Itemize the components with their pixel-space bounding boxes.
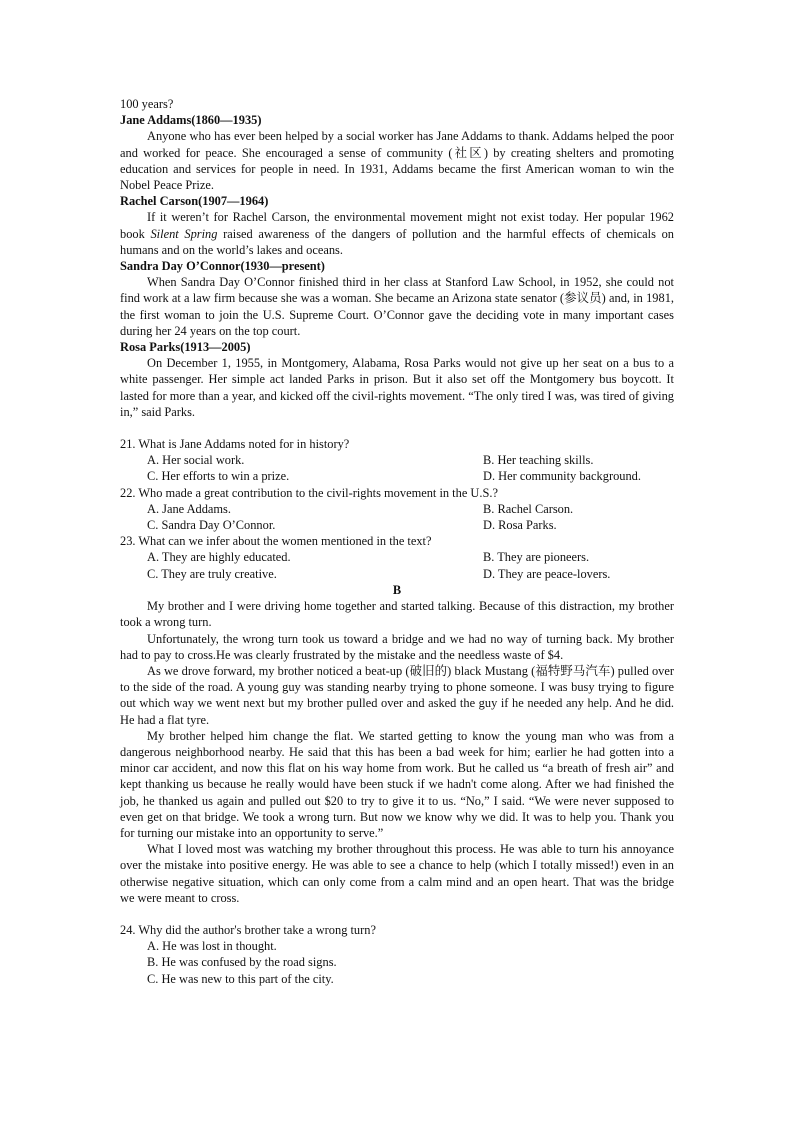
question-stem: 21. What is Jane Addams noted for in history? xyxy=(120,437,350,452)
profile-heading: Rachel Carson(1907—1964) xyxy=(120,194,269,209)
passage-b xyxy=(120,598,674,906)
profile-paragraph: On December 1, 1955, in Montgomery, Alabama, Rosa Parks would not give up her seat on a bus to a white passenger. Her simple act landed Parks in prison. But it also set off the Montgomery bus boycott. It lasted for more than a year, and kicked off the civil-rights movement. “The only tired I was, was tired of giving in,” said Parks. xyxy=(120,356,674,419)
profile-heading: Sandra Day O’Connor(1930—present) xyxy=(120,259,325,274)
question-stem: 23. What can we infer about the women mentioned in the text? xyxy=(120,534,432,549)
option-b: B. They are pioneers. xyxy=(483,550,590,565)
option-a: A. He was lost in thought. xyxy=(147,939,277,954)
question-stem: 24. Why did the author's brother take a wrong turn? xyxy=(120,922,376,937)
profile-sandra-day-oconnor xyxy=(120,258,674,339)
option-a: A. Her social work. xyxy=(147,453,245,468)
profile-heading: Rosa Parks(1913—2005) xyxy=(120,340,251,355)
option-b: B. He was confused by the road signs. xyxy=(147,955,337,970)
option-d: D. Her community background. xyxy=(483,469,641,484)
passage-paragraph: My brother helped him change the flat. We started getting to know the young man who was from a dangerous neighborhood nearby. He said that this has been a bad week for him; earlier he had gotten into a minor car accident, and now this flat on his way home from work. But he called us “a breath of fresh air” and kept thanking us because he really would have been stuck if we hadn't come along. After we had finished the job, he thanked us again and pulled out $20 to try to give it to us. “No,” I said. “We were never supposed to even get on that bridge. We took a wrong turn. But now we know why we did. It was to help you. Thank you for turning our mistake into an opportunity to serve.” xyxy=(120,728,674,840)
option-b: B. Rachel Carson. xyxy=(483,501,574,516)
spacer xyxy=(120,906,674,922)
options xyxy=(120,452,674,484)
option-c: C. Sandra Day O’Connor. xyxy=(147,518,276,533)
option-a: A. They are highly educated. xyxy=(147,550,291,565)
option-b: B. Her teaching skills. xyxy=(483,453,594,468)
exam-page xyxy=(120,96,674,987)
profile-heading: Jane Addams(1860—1935) xyxy=(120,113,262,128)
paragraph-text: If it weren’t for Rachel Carson, the environmental movement might not exist today. Her popular 1962 book xyxy=(120,210,674,241)
question-stem: 22. Who made a great contribution to the civil-rights movement in the U.S.? xyxy=(120,485,498,500)
intro-tail: 100 years? xyxy=(120,97,174,111)
paragraph-text: raised awareness of the dangers of pollution and the harmful effects of chemicals on humans and on the world’s lakes and oceans. xyxy=(120,226,674,257)
option-d: D. Rosa Parks. xyxy=(483,518,557,533)
passage-paragraph: Unfortunately, the wrong turn took us toward a bridge and we had no way of turning back. My brother had to pay to cross.He was clearly frustrated by the mistake and the needless waste of $4. xyxy=(120,631,674,662)
option-a: A. Jane Addams. xyxy=(147,501,231,516)
options xyxy=(120,938,674,987)
profile-rosa-parks xyxy=(120,339,674,420)
question-21 xyxy=(120,436,674,485)
passage-paragraph: My brother and I were driving home together and started talking. Because of this distraction, my brother took a wrong turn. xyxy=(120,599,674,630)
profile-paragraph: When Sandra Day O’Connor finished third in her class at Stanford Law School, in 1952, she could not find work at a law firm because she was a woman. She became an Arizona state senator (参议员) and, in 1981, the first woman to join the U.S. Supreme Court. O’Connor gave the deciding vote in many important cases during her 24 years on the top court. xyxy=(120,275,674,338)
book-title: Silent Spring xyxy=(150,226,218,241)
option-d: D. They are peace-lovers. xyxy=(483,566,611,581)
options xyxy=(120,501,674,533)
option-c: C. Her efforts to win a prize. xyxy=(147,469,290,484)
question-24 xyxy=(120,922,674,987)
profile-paragraph xyxy=(120,209,674,258)
question-23 xyxy=(120,533,674,582)
profile-paragraph: Anyone who has ever been helped by a social worker has Jane Addams to thank. Addams helped the poor and worked for peace. She encouraged a sense of community (社区) by creating shelters and promoting education and services for people in need. In 1931, Addams became the first American woman to win the Nobel Peace Prize. xyxy=(120,129,674,193)
passage-paragraph: As we drove forward, my brother noticed a beat-up (破旧的) black Mustang (福特野马汽车) pulled over to the side of the road. A young guy was standing nearby trying to phone someone. I was busy trying to figure out which way we went next but my brother pulled over and asked the guy if he needed any help. And he did. He had a flat tyre. xyxy=(120,663,674,727)
section-b-label: B xyxy=(392,582,402,597)
profile-rachel-carson xyxy=(120,193,674,258)
profile-jane-addams xyxy=(120,112,674,193)
options xyxy=(120,549,674,581)
option-c: C. He was new to this part of the city. xyxy=(147,971,334,986)
option-c: C. They are truly creative. xyxy=(147,566,277,581)
passage-paragraph: What I loved most was watching my brother throughout this process. He was able to turn his annoyance over the mistake into positive energy. He was able to see a chance to help (which I totally missed!) even in an otherwise negative situation, which can only come from a calm mind and an open heart. That was the bridge we were meant to cross. xyxy=(120,842,674,905)
question-22 xyxy=(120,485,674,534)
spacer xyxy=(120,420,674,436)
